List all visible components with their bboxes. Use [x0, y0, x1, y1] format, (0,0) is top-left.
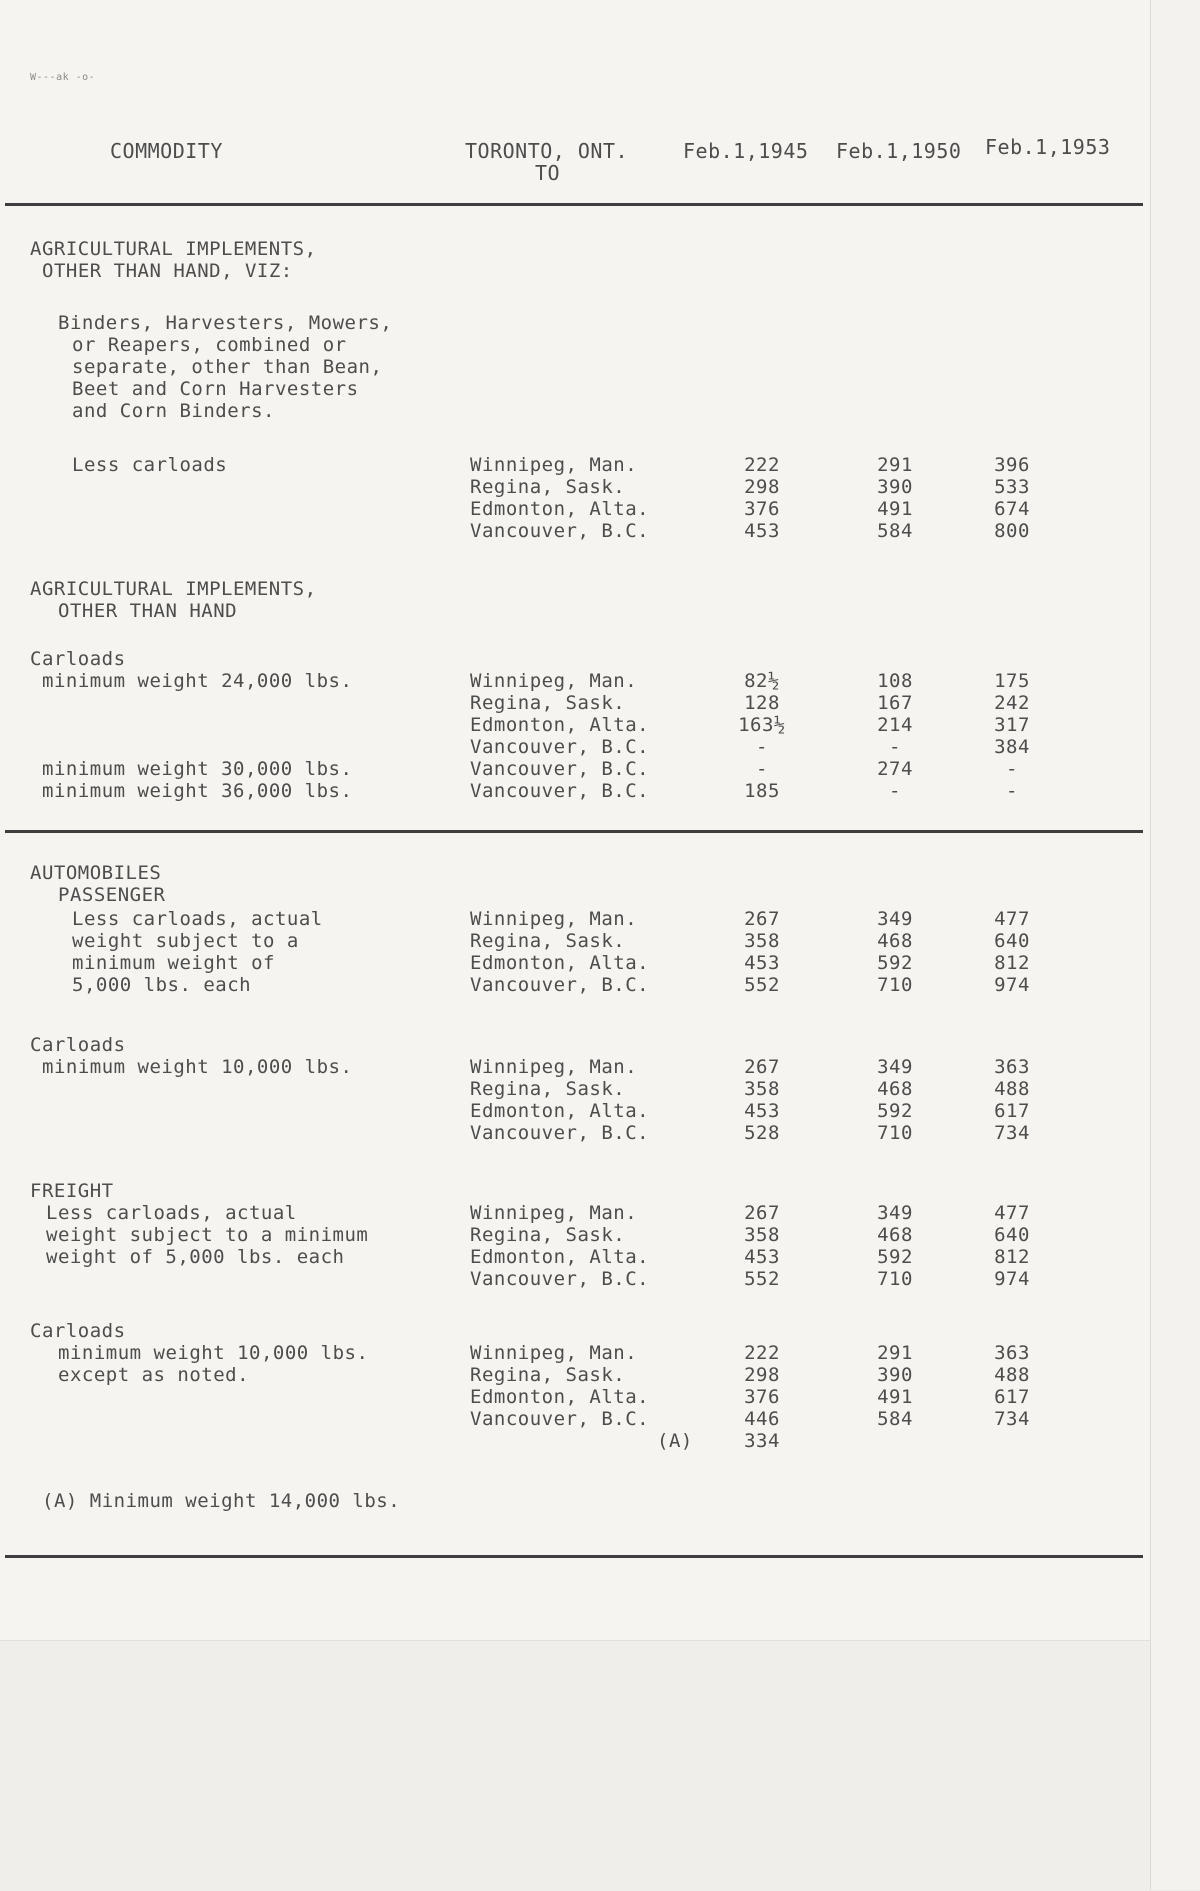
s3-c1-1: 267	[744, 908, 780, 930]
s5-dest-2: Regina, Sask.	[470, 1224, 626, 1246]
s4-label-1: Carloads	[30, 1034, 126, 1056]
s2-c2-5: 274	[877, 758, 913, 780]
s1-c2-4: 584	[877, 520, 913, 542]
s1-c3-3: 674	[994, 498, 1030, 520]
s5-c3-2: 640	[994, 1224, 1030, 1246]
s2-c3-1: 175	[994, 670, 1030, 692]
s2-c1-4: -	[756, 736, 768, 758]
s2-c1-1: 82½	[744, 670, 780, 692]
s2-c1-2: 128	[744, 692, 780, 714]
s1-desc-4: Beet and Corn Harvesters	[72, 378, 359, 400]
s2-c1-6: 185	[744, 780, 780, 802]
s1-desc-2: or Reapers, combined or	[72, 334, 347, 356]
s1-title-2: OTHER THAN HAND, VIZ:	[42, 260, 293, 282]
s2-label-1: Carloads	[30, 648, 126, 670]
s4-c1-2: 358	[744, 1078, 780, 1100]
s6-label-3: except as noted.	[58, 1364, 250, 1386]
s2-label-2: minimum weight 24,000 lbs.	[42, 670, 353, 692]
header-col-1950: Feb.1,1950	[836, 139, 962, 163]
s5-c1-3: 453	[744, 1246, 780, 1268]
s2-dest-4: Vancouver, B.C.	[470, 736, 650, 758]
s6-dest-1: Winnipeg, Man.	[470, 1342, 638, 1364]
s3-c2-2: 468	[877, 930, 913, 952]
s3-c3-4: 974	[994, 974, 1030, 996]
s2-c2-1: 108	[877, 670, 913, 692]
header-col-1945: Feb.1,1945	[683, 139, 809, 163]
s6-dest-3: Edmonton, Alta.	[470, 1386, 650, 1408]
s2-label-4: minimum weight 36,000 lbs.	[42, 780, 353, 802]
s6-c2-4: 584	[877, 1408, 913, 1430]
section-rule	[5, 830, 1143, 833]
s3-dest-3: Edmonton, Alta.	[470, 952, 650, 974]
s6-c3-2: 488	[994, 1364, 1030, 1386]
s4-c1-3: 453	[744, 1100, 780, 1122]
s3-c2-1: 349	[877, 908, 913, 930]
s1-c2-1: 291	[877, 454, 913, 476]
s5-c3-1: 477	[994, 1202, 1030, 1224]
s3-c3-2: 640	[994, 930, 1030, 952]
footer-rule	[5, 1555, 1143, 1558]
s1-dest-2: Regina, Sask.	[470, 476, 626, 498]
s1-c2-3: 491	[877, 498, 913, 520]
s4-dest-4: Vancouver, B.C.	[470, 1122, 650, 1144]
s4-c2-3: 592	[877, 1100, 913, 1122]
s1-desc-3: separate, other than Bean,	[72, 356, 383, 378]
s5-c1-4: 552	[744, 1268, 780, 1290]
s3-dest-1: Winnipeg, Man.	[470, 908, 638, 930]
s3-desc-1: Less carloads, actual	[72, 908, 323, 930]
s4-dest-1: Winnipeg, Man.	[470, 1056, 638, 1078]
s4-c2-4: 710	[877, 1122, 913, 1144]
s3-c2-4: 710	[877, 974, 913, 996]
s2-dest-3: Edmonton, Alta.	[470, 714, 650, 736]
s3-c2-3: 592	[877, 952, 913, 974]
s4-c2-2: 468	[877, 1078, 913, 1100]
s4-dest-2: Regina, Sask.	[470, 1078, 626, 1100]
s1-label: Less carloads	[72, 454, 228, 476]
s5-c1-1: 267	[744, 1202, 780, 1224]
s6-label-2: minimum weight 10,000 lbs.	[58, 1342, 369, 1364]
s5-dest-3: Edmonton, Alta.	[470, 1246, 650, 1268]
s1-dest-4: Vancouver, B.C.	[470, 520, 650, 542]
s2-dest-1: Winnipeg, Man.	[470, 670, 638, 692]
s1-c1-3: 376	[744, 498, 780, 520]
footnote: (A) Minimum weight 14,000 lbs.	[42, 1490, 401, 1512]
s6-c3-1: 363	[994, 1342, 1030, 1364]
handwritten-scribble: W---ak -o-	[30, 72, 96, 83]
s5-title: FREIGHT	[30, 1180, 114, 1202]
s1-c3-1: 396	[994, 454, 1030, 476]
s2-c3-4: 384	[994, 736, 1030, 758]
s3-desc-4: 5,000 lbs. each	[72, 974, 252, 996]
s2-c2-3: 214	[877, 714, 913, 736]
s3-title-2: PASSENGER	[58, 884, 166, 906]
s3-dest-2: Regina, Sask.	[470, 930, 626, 952]
s1-desc-1: Binders, Harvesters, Mowers,	[58, 312, 393, 334]
s6-c1-3: 376	[744, 1386, 780, 1408]
header-from: TORONTO, ONT.	[465, 139, 629, 163]
s1-c3-2: 533	[994, 476, 1030, 498]
s2-c1-3: 163½	[738, 714, 786, 736]
s1-c3-4: 800	[994, 520, 1030, 542]
s2-title-2: OTHER THAN HAND	[58, 600, 238, 622]
s2-c3-5: -	[1006, 758, 1018, 780]
s2-c1-5: -	[756, 758, 768, 780]
s1-c1-4: 453	[744, 520, 780, 542]
s3-desc-2: weight subject to a	[72, 930, 299, 952]
s5-c2-4: 710	[877, 1268, 913, 1290]
s6-c1-1: 222	[744, 1342, 780, 1364]
s6-c2-2: 390	[877, 1364, 913, 1386]
s2-dest-6: Vancouver, B.C.	[470, 780, 650, 802]
s5-c1-2: 358	[744, 1224, 780, 1246]
s6-c3-4: 734	[994, 1408, 1030, 1430]
s5-dest-1: Winnipeg, Man.	[470, 1202, 638, 1224]
s1-title-1: AGRICULTURAL IMPLEMENTS,	[30, 238, 317, 260]
s1-c1-2: 298	[744, 476, 780, 498]
s4-c2-1: 349	[877, 1056, 913, 1078]
s4-c1-4: 528	[744, 1122, 780, 1144]
s1-dest-3: Edmonton, Alta.	[470, 498, 650, 520]
s2-dest-2: Regina, Sask.	[470, 692, 626, 714]
s6-dest-2: Regina, Sask.	[470, 1364, 626, 1386]
s2-label-3: minimum weight 30,000 lbs.	[42, 758, 353, 780]
s5-c2-3: 592	[877, 1246, 913, 1268]
s5-desc-2: weight subject to a minimum	[46, 1224, 369, 1246]
s5-desc-1: Less carloads, actual	[46, 1202, 297, 1224]
s6-c1-4: 446	[744, 1408, 780, 1430]
s2-c3-3: 317	[994, 714, 1030, 736]
s3-desc-3: minimum weight of	[72, 952, 275, 974]
s3-dest-4: Vancouver, B.C.	[470, 974, 650, 996]
s2-c3-6: -	[1006, 780, 1018, 802]
s4-c3-2: 488	[994, 1078, 1030, 1100]
s1-c1-1: 222	[744, 454, 780, 476]
s5-c2-2: 468	[877, 1224, 913, 1246]
s6-dest-4: Vancouver, B.C.	[470, 1408, 650, 1430]
s3-c3-3: 812	[994, 952, 1030, 974]
s3-c3-1: 477	[994, 908, 1030, 930]
s2-c3-2: 242	[994, 692, 1030, 714]
s6-c2-1: 291	[877, 1342, 913, 1364]
page-lower-margin	[0, 1640, 1150, 1891]
s1-dest-1: Winnipeg, Man.	[470, 454, 638, 476]
s5-desc-3: weight of 5,000 lbs. each	[46, 1246, 345, 1268]
s4-label-2: minimum weight 10,000 lbs.	[42, 1056, 353, 1078]
s6-note-value: 334	[744, 1430, 780, 1452]
header-to: TO	[535, 161, 561, 185]
s1-c2-2: 390	[877, 476, 913, 498]
s4-c3-3: 617	[994, 1100, 1030, 1122]
header-commodity: COMMODITY	[110, 139, 223, 163]
s3-c1-2: 358	[744, 930, 780, 952]
s6-c2-3: 491	[877, 1386, 913, 1408]
s4-c1-1: 267	[744, 1056, 780, 1078]
s6-note-marker: (A)	[657, 1430, 693, 1452]
s1-desc-5: and Corn Binders.	[72, 400, 275, 422]
s4-dest-3: Edmonton, Alta.	[470, 1100, 650, 1122]
s2-c2-6: -	[889, 780, 901, 802]
s2-dest-5: Vancouver, B.C.	[470, 758, 650, 780]
s5-c3-4: 974	[994, 1268, 1030, 1290]
s2-c2-4: -	[889, 736, 901, 758]
s3-title-1: AUTOMOBILES	[30, 862, 162, 884]
header-rule	[5, 203, 1143, 206]
s5-dest-4: Vancouver, B.C.	[470, 1268, 650, 1290]
s6-c3-3: 617	[994, 1386, 1030, 1408]
s6-c1-2: 298	[744, 1364, 780, 1386]
s6-label-1: Carloads	[30, 1320, 126, 1342]
plastic-sleeve-edge	[1150, 0, 1200, 1890]
s2-c2-2: 167	[877, 692, 913, 714]
s5-c3-3: 812	[994, 1246, 1030, 1268]
s5-c2-1: 349	[877, 1202, 913, 1224]
s4-c3-4: 734	[994, 1122, 1030, 1144]
s2-title-1: AGRICULTURAL IMPLEMENTS,	[30, 578, 317, 600]
s3-c1-4: 552	[744, 974, 780, 996]
s3-c1-3: 453	[744, 952, 780, 974]
header-col-1953: Feb.1,1953	[985, 135, 1111, 159]
s4-c3-1: 363	[994, 1056, 1030, 1078]
